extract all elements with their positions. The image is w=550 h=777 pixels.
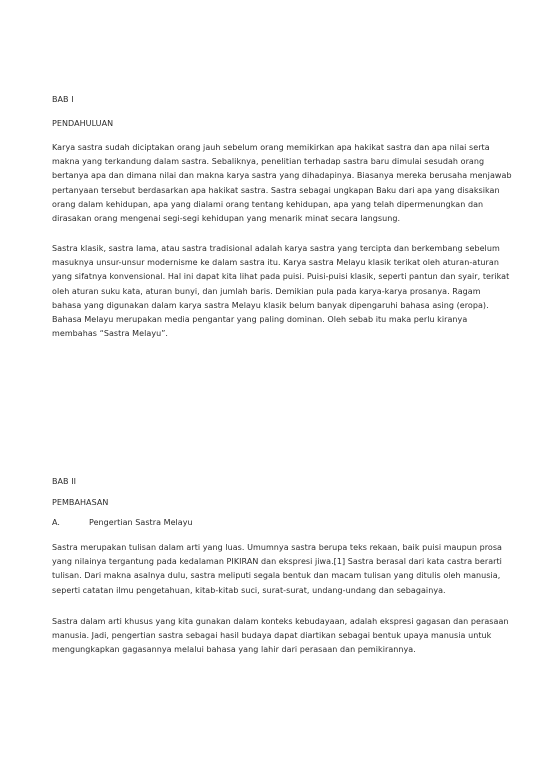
section-number: A.	[52, 518, 60, 527]
bab2-title: PEMBAHASAN	[52, 498, 109, 507]
bab2-paragraph-1: Sastra merupakan tulisan dalam arti yang luas. Umumnya sastra berupa teks rekaan, baik puisi maupun prosa yang nilainya tergantung pada kedalaman PIKIRAN dan ekspresi jiwa.[1] Sastra berasal dari kata castra berarti tulisan. Dari makna asalnya dulu, sastra meliputi segala bentuk dan macam tulisan yang ditulis oleh manusia, seperti catatan ilmu pengetahuan, kitab-kitab suci, surat-surat, undang-undang dan sebagainya.	[52, 543, 502, 595]
bab2-label: BAB II	[52, 477, 77, 486]
bab2-paragraph-2: Sastra dalam arti khusus yang kita gunakan dalam konteks kebudayaan, adalah ekspresi gagasan dan perasaan manusia. Jadi, pengertian sastra sebagai hasil budaya dapat diartikan sebagai bentuk upaya manusia untuk mengungkapkan gagasannya melalui bahasa yang lahir dari perasaan dan pemikirannya.	[52, 617, 509, 655]
bab1-paragraph-1: Karya sastra sudah diciptakan orang jauh sebelum orang memikirkan apa hakikat sastra dan apa nilai serta makna yang terkandung dalam sastra. Sebaliknya, penelitian terhadap sastra baru dimulai sesudah orang bertanya apa dan dimana nilai dan makna karya sastra yang dihadapinya. Biasanya mereka berusaha menjawab pertanyaan tersebut berdasarkan apa hakikat sastra. Sastra sebagai ungkapan Baku dari apa yang disaksikan orang dalam kehidupan, apa yang dialami orang tentang kehidupan, apa yang telah dipermenungkan dan dirasakan orang mengenai segi-segi kehidupan yang menarik minat secara langsung.	[52, 143, 512, 224]
bab1-label: BAB I	[52, 95, 74, 104]
section-title: Pengertian Sastra Melayu	[89, 518, 193, 527]
bab1-title: PENDAHULUAN	[52, 119, 114, 128]
bab1-paragraph-2: Sastra klasik, sastra lama, atau sastra tradisional adalah karya sastra yang tercipta dan berkembang sebelum masuknya unsur-unsur modernisme ke dalam sastra itu. Karya sastra Melayu klasik terikat oleh aturan-aturan yang sifatnya konvensional. Hal ini dapat kita lihat pada puisi. Puisi-puisi klasik, seperti pantun dan syair, terikat oleh aturan suku kata, aturan bunyi, dan jumlah baris. Demikian pula pada karya-karya prosanya. Ragam bahasa yang digunakan dalam karya sastra Melayu klasik belum banyak dipengaruhi bahasa asing (eropa). Bahasa Melayu merupakan media pengantar yang paling dominan. Oleh sebab itu maka perlu kiranya membahas “Sastra Melayu”.	[52, 244, 510, 339]
section-heading	[52, 516, 512, 530]
